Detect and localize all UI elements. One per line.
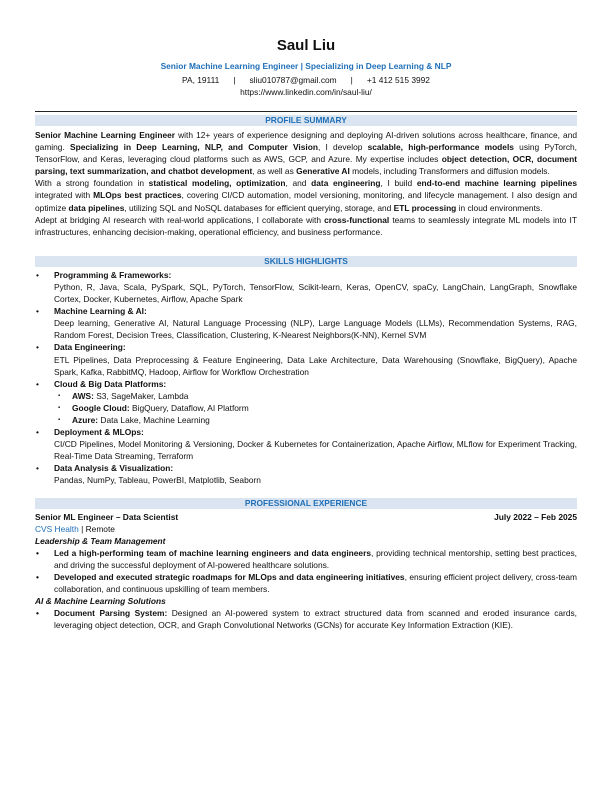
company-name: CVS Health <box>35 523 79 534</box>
text-run: , as well as <box>252 166 297 177</box>
bold-text-run: ETL processing <box>393 202 457 213</box>
text-run: , covering CI/CD automation, model versioning, monitoring, and lifecycle management. I also design and optimize <box>35 190 577 213</box>
skill-group-label: • Machine Learning & AI: <box>54 306 147 317</box>
job-bullet <box>35 607 577 631</box>
linkedin-link[interactable]: https://www.linkedin.com/in/saul-liu/ <box>240 87 372 97</box>
text-run: , I build <box>380 178 417 189</box>
bold-text-run: object detection, OCR, document parsing, text summarization, and chatbot development <box>35 154 577 177</box>
text-run: Designed an AI-powered system to extract structured data from scanned and eroded insurance cards, leveraging object detection, OCR, and Graph Convolutional Networks (GCNs) for accurate Key Information Extraction (KIE). <box>54 608 578 631</box>
text-run: , providing technical mentorship, setting best practices, and driving the successful deployment of AI-powered healthcare solutions. <box>54 547 577 570</box>
company-separator: | <box>78 523 86 534</box>
job-subheading: Leadership & Team Management <box>35 535 166 546</box>
profile-summary <box>35 129 577 238</box>
job-entry <box>35 511 577 632</box>
text-run: , ensuring efficient project delivery, cross-team collaboration, and continuous upskilling of team members. <box>54 572 577 595</box>
job-title: Senior ML Engineer – Data Scientist <box>35 511 179 522</box>
contact-separator: | <box>350 75 353 85</box>
platform-text: BigQuery, Dataflow, AI Platform <box>129 402 249 413</box>
cloud-platform-item <box>54 402 577 414</box>
bold-text-run: Senior Machine Learning Engineer <box>35 130 176 140</box>
text-run: With a strong foundation in <box>35 178 149 189</box>
section-title-profile-summary: PROFILE SUMMARY <box>35 115 577 126</box>
skill-group-text: ETL Pipelines, Data Preprocessing & Feature Engineering, Data Lake Architecture, Data Warehousing (Snowflake, BigQuery), Apache Spark, Kafka, RabbitMQ, Hadoop, Airflow for Workflow Orchestration <box>54 354 577 377</box>
text-run: in cloud environments. <box>456 202 543 213</box>
company-line <box>35 523 577 535</box>
cloud-platform-list <box>54 390 577 426</box>
contact-separator: | <box>233 75 236 85</box>
text-run: Adept at bridging AI research with real-world applications, I collaborate with <box>35 214 325 225</box>
bold-text-run: statistical modeling, optimization <box>148 178 286 189</box>
skill-group-label: • Programming & Frameworks: <box>54 269 172 280</box>
contact-line <box>35 74 577 86</box>
skill-group <box>35 378 577 426</box>
bold-text-run: cross-functional <box>324 214 390 225</box>
bold-text-run: data pipelines <box>68 202 125 213</box>
text-run: integrated with <box>35 190 94 201</box>
resume-content <box>35 36 577 631</box>
job-bullets <box>35 547 577 595</box>
job-bullet <box>35 547 577 571</box>
platform-label: Google Cloud: <box>72 402 130 413</box>
job-dates: July 2022 – Feb 2025 <box>494 511 577 522</box>
bold-text-run: MLOps best practices <box>93 190 182 201</box>
location: PA, 19111 <box>182 75 220 85</box>
platform-text: Data Lake, Machine Learning <box>98 414 210 425</box>
skill-group <box>35 426 577 462</box>
skill-group <box>35 305 577 341</box>
cloud-platform-item <box>54 390 577 402</box>
summary-paragraph <box>35 177 577 213</box>
skill-group <box>35 462 577 486</box>
text-run: teams to seamlessly integrate ML models into IT infrastructures, enhancing decision-making, operational efficiency, and business performance. <box>35 214 577 237</box>
text-run: , I develop <box>317 142 368 153</box>
skill-group-label: • Deployment & MLOps: <box>54 427 144 438</box>
bold-text-run: data engineering <box>311 178 381 189</box>
skill-group-label: • Data Engineering: <box>54 342 126 353</box>
skill-group-text: Deep learning, Generative AI, Natural Language Processing (NLP), Large Language Models (LLMs), Recommendation Systems, RAG, Random Forest, Decision Trees, Classification, Clustering, K-Nearest Neighbors(K-NN), Kernel SVM <box>54 318 577 341</box>
bold-text-run: Document Parsing System: <box>54 608 168 619</box>
platform-label: AWS: <box>72 390 94 401</box>
skill-group-text: Pandas, NumPy, Tableau, PowerBI, Matplotlib, Seaborn <box>54 475 261 486</box>
skill-group <box>35 269 577 305</box>
header-divider <box>35 111 577 112</box>
text-run: , utilizing SQL and NoSQL databases for efficient querying, storage, and <box>124 202 394 213</box>
section-title-experience: PROFESSIONAL EXPERIENCE <box>35 498 577 509</box>
summary-paragraph <box>35 129 577 177</box>
skill-group-text: CI/CD Pipelines, Model Monitoring & Versioning, Docker & Kubernetes for Containerization, Apache Airflow, MLflow for Experiment Tracking, Real-Time Data Streaming, Terraform <box>54 439 577 462</box>
summary-paragraph <box>35 214 577 238</box>
job-bullet <box>35 571 577 595</box>
bold-text-run: Generative AI <box>296 166 350 177</box>
text-run: using PyTorch, TensorFlow, and Keras, leveraging cloud platforms such as AWS, GCP, and Azure. My expertise includes <box>35 142 577 165</box>
bold-text-run: Developed and executed strategic roadmaps for MLOps and data engineering initiatives <box>54 572 405 582</box>
text-run: models, including Transformers and diffusion models. <box>349 166 550 177</box>
job-bullets <box>35 607 577 631</box>
bold-text-run: Led a high-performing team of machine learning engineers and data engineers <box>54 547 371 558</box>
platform-text: S3, SageMaker, Lambda <box>93 390 189 401</box>
email-link[interactable]: sliu010787@gmail.com <box>249 75 337 85</box>
section-title-skills: SKILLS HIGHLIGHTS <box>35 256 577 267</box>
bold-text-run: scalable, high-performance models <box>367 142 514 153</box>
job-subheading: AI & Machine Learning Solutions <box>35 596 166 607</box>
platform-label: Azure: <box>72 414 99 425</box>
skill-group-label: • Data Analysis & Visualization: <box>54 463 174 474</box>
skill-group-text: Python, R, Java, Scala, PySpark, SQL, PyTorch, TensorFlow, Scikit-learn, Keras, OpenCV, spaCy, LangChain, LangGraph, Snowflake Cortex, Docker, Kubernetes, Airflow, Apache Spark <box>54 281 577 305</box>
text-run: , and <box>285 178 312 189</box>
bold-text-run: end-to-end machine learning pipelines <box>416 178 577 189</box>
text-run: with 12+ years of experience designing and deploying AI-driven solutions across healthcare, finance, and gaming. <box>35 130 578 153</box>
job-header <box>35 511 577 523</box>
cloud-platform-item <box>54 414 577 426</box>
headline: Senior Machine Learning Engineer | Specializing in Deep Learning & NLP <box>160 61 452 71</box>
skill-group-label: • Cloud & Big Data Platforms: <box>54 378 167 389</box>
skills-list <box>35 269 577 487</box>
bold-text-run: Specializing in Deep Learning, NLP, and Computer Vision <box>70 142 318 153</box>
candidate-name: Saul Liu <box>276 37 336 54</box>
phone: +1 412 515 3992 <box>366 75 430 85</box>
work-mode: Remote <box>85 523 115 534</box>
skill-group <box>35 341 577 377</box>
